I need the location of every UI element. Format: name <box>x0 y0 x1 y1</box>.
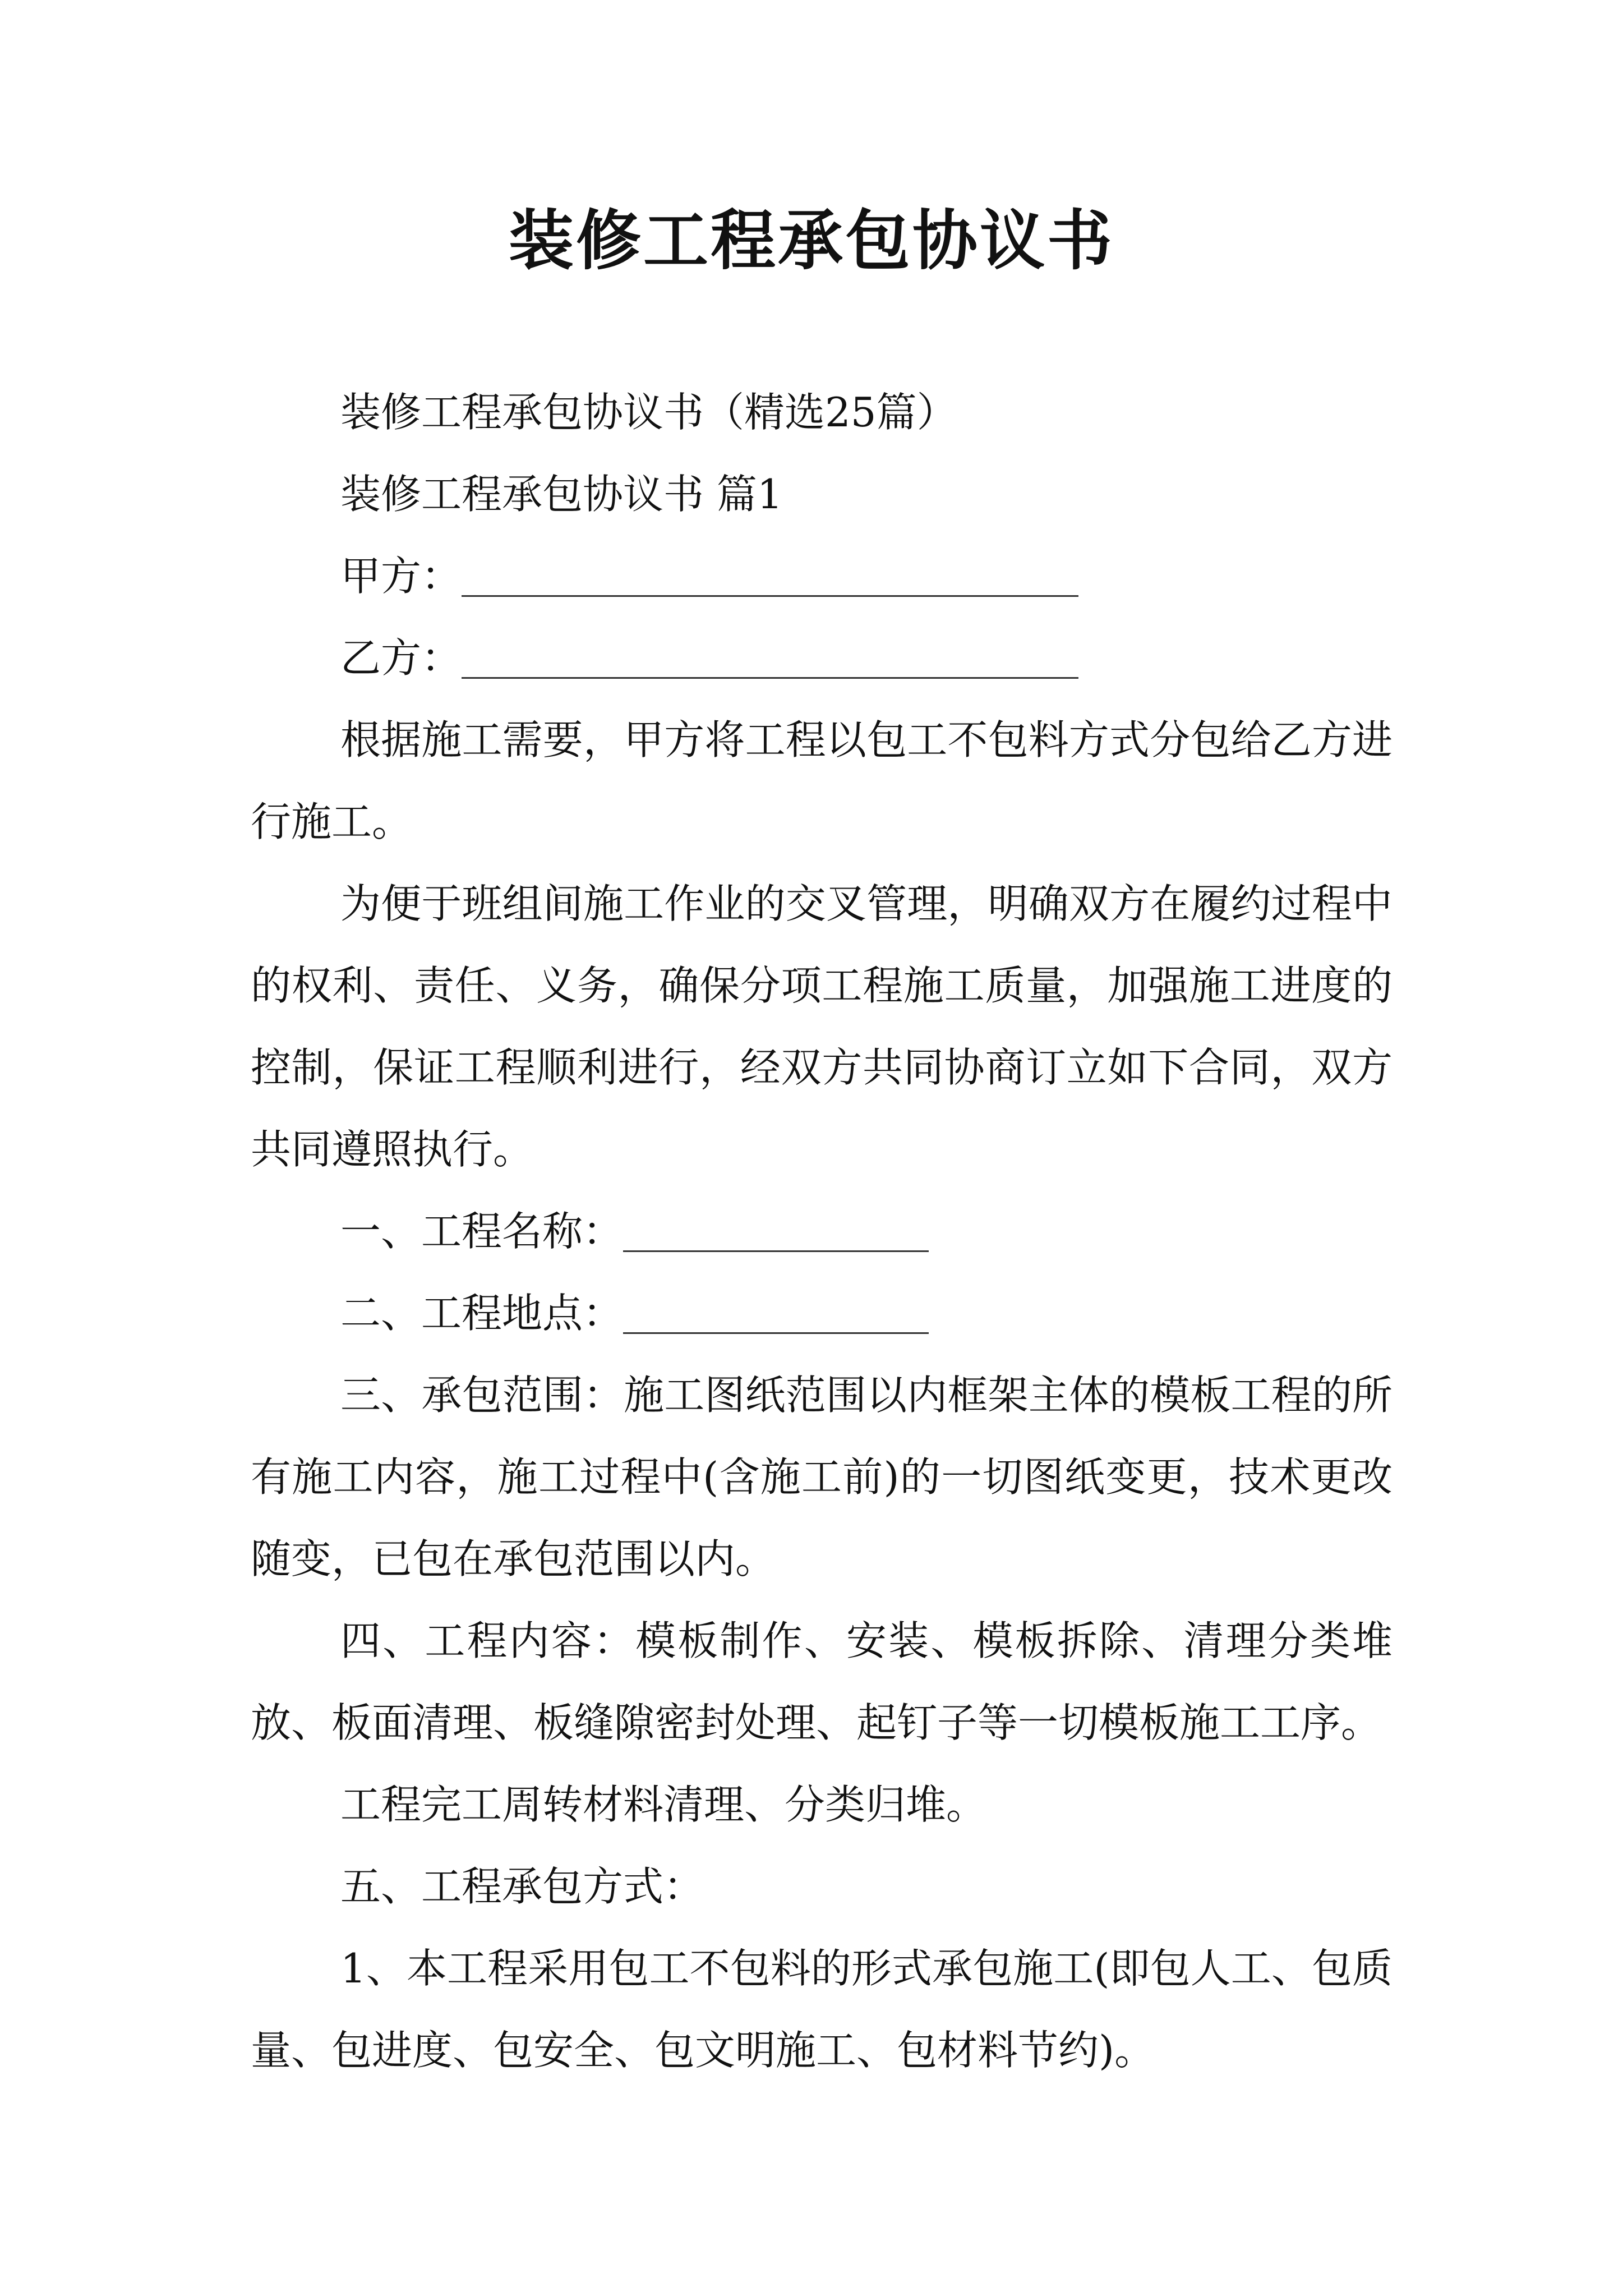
document-body <box>251 371 1393 2091</box>
document-title: 装修工程承包协议书 <box>509 203 1114 279</box>
section-heading: 装修工程承包协议书 篇1 <box>340 471 783 518</box>
paragraph: 四、工程内容：模板制作、安装、模板拆除、清理分类堆放、板面清理、板缝隙密封处理、起钉子等一切模板施工工序。 <box>251 1617 1393 1746</box>
project-name-label: 一、工程名称： <box>340 1208 624 1255</box>
project-location-label: 二、工程地点： <box>340 1290 624 1337</box>
collection-heading: 装修工程承包协议书（精选25篇） <box>340 389 957 436</box>
party-b-line <box>251 617 1393 699</box>
paragraph: 为便于班组间施工作业的交叉管理，明确双方在履约过程中的权利、责任、义务，确保分项工程施工质量，加强施工进度的控制，保证工程顺利进行，经双方共同协商订立如下合同，双方共同遵照执行。 <box>251 880 1393 1173</box>
paragraph: 根据施工需要，甲方将工程以包工不包料方式分包给乙方进行施工。 <box>251 716 1393 845</box>
paragraph: 三、承包范围：施工图纸范围以内框架主体的模板工程的所有施工内容，施工过程中(含施工前)的一切图纸变更，技术更改随变，已包在承包范围以内。 <box>251 1372 1393 1582</box>
party-b-label: 乙方： <box>340 634 462 682</box>
party-b-blank <box>462 632 1078 679</box>
party-a-blank <box>462 550 1078 597</box>
paragraph: 五、工程承包方式： <box>340 1863 704 1910</box>
party-a-label: 甲方： <box>340 553 462 600</box>
paragraph: 1、本工程采用包工不包料的形式承包施工(即包人工、包质量、包进度、包安全、包文明施工、包材料节约)。 <box>251 1945 1393 2074</box>
project-name-blank <box>623 1205 929 1252</box>
project-location-line <box>251 1272 1393 1354</box>
party-a-line <box>251 535 1393 617</box>
project-location-blank <box>623 1287 929 1334</box>
paragraph: 工程完工周转材料清理、分类归堆。 <box>340 1781 987 1828</box>
project-name-line <box>251 1190 1393 1272</box>
